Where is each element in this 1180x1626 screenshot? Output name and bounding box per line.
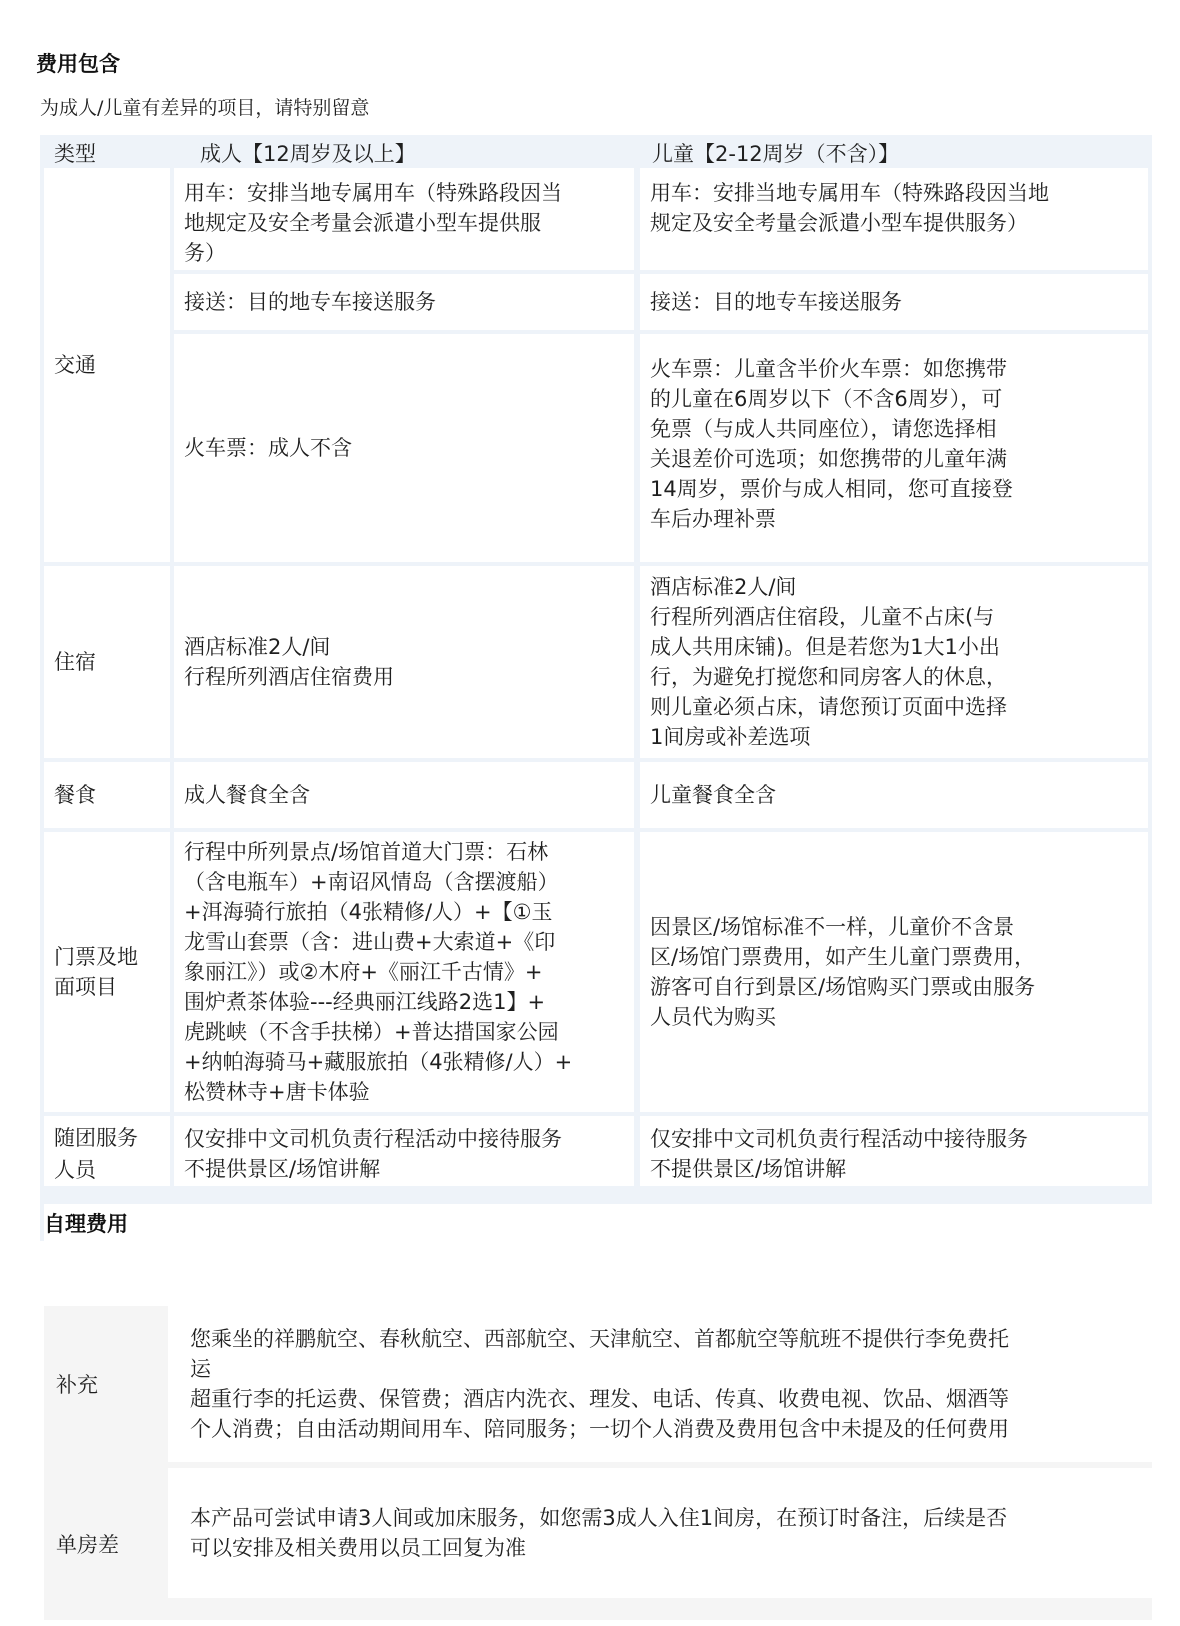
extra-label-single-room: 单房差 bbox=[44, 1468, 166, 1620]
row-staff-adult: 仅安排中文司机负责行程活动中接待服务 不提供景区/场馆讲解 bbox=[174, 1116, 634, 1186]
header-child: 儿童【2-12周岁（不含）】 bbox=[652, 142, 900, 166]
row-car-child: 用车：安排当地专属用车（特殊路段因当地 规定及安全考量会派遣小型车提供服务） bbox=[640, 168, 1148, 270]
row-lodging-adult: 酒店标准2人/间 行程所列酒店住宿费用 bbox=[174, 566, 634, 758]
category-transport: 交通 bbox=[44, 168, 170, 562]
row-tickets-child: 因景区/场馆标准不一样，儿童价不含景 区/场馆门票费用，如产生儿童门票费用， 游客可自行到景区/场馆购买门票或由服务 人员代为购买 bbox=[640, 832, 1148, 1112]
category-meals: 餐食 bbox=[44, 762, 170, 828]
extra-label-supplement: 补充 bbox=[44, 1306, 166, 1462]
category-tickets: 门票及地 面项目 bbox=[44, 832, 170, 1112]
category-staff: 随团服务 人员 bbox=[44, 1116, 170, 1186]
extra-value-supplement: 您乘坐的祥鹏航空、春秋航空、西部航空、天津航空、首都航空等航班不提供行李免费托 运 超重行李的托运费、保管费；酒店内洗衣、理发、电话、传真、收费电视、饮品、烟酒等 个人消费；自由活动期间用车、陪同服务；一切个人消费及费用包含中未提及的任何费用 bbox=[168, 1306, 1152, 1462]
row-meals-adult: 成人餐食全含 bbox=[174, 762, 634, 828]
row-meals-child: 儿童餐食全含 bbox=[640, 762, 1148, 828]
row-lodging-child: 酒店标准2人/间 行程所列酒店住宿段，儿童不占床(与 成人共用床铺)。但是若您为1大1小出 行，为避免打搅您和同房客人的休息， 则儿童必须占床，请您预订页面中选择 1间房或补差选项 bbox=[640, 566, 1148, 758]
row-train-child: 火车票：儿童含半价火车票：如您携带 的儿童在6周岁以下（不含6周岁），可 免票（与成人共同座位），请您选择相 关退差价可选项；如您携带的儿童年满 14周岁，票价与成人相同，您可直接登 车后办理补票 bbox=[640, 334, 1148, 562]
section-subtitle: 为成人/儿童有差异的项目，请特别留意 bbox=[40, 97, 370, 119]
row-car-adult: 用车：安排当地专属用车（特殊路段因当 地规定及安全考量会派遣小型车提供服 务） bbox=[174, 168, 634, 270]
header-adult: 成人【12周岁及以上】 bbox=[200, 142, 416, 166]
row-transfer-adult: 接送：目的地专车接送服务 bbox=[174, 274, 634, 330]
row-tickets-adult: 行程中所列景点/场馆首道大门票：石林 （含电瓶车）+南诏风情岛（含摆渡船） +洱海骑行旅拍（4张精修/人）+【①玉 龙雪山套票（含：进山费+大索道+《印 象丽江》）或②木府+《丽江千古情》+ 围炉煮茶体验---经典丽江线路2选1】+ 虎跳峡（不含手扶梯）+普达措国家公园 +纳帕海骑马+藏服旅拍（4张精修/人）+ 松赞林寺+唐卡体验 bbox=[174, 832, 634, 1112]
category-lodging: 住宿 bbox=[44, 566, 170, 758]
section-title-included: 费用包含 bbox=[36, 52, 120, 76]
extra-value-single-room: 本产品可尝试申请3人间或加床服务，如您需3成人入住1间房，在预订时备注，后续是否 可以安排及相关费用以员工回复为准 bbox=[168, 1468, 1152, 1598]
extra-fees-table bbox=[44, 1306, 1152, 1620]
row-train-adult: 火车票：成人不含 bbox=[174, 334, 634, 562]
fee-included-table bbox=[40, 135, 1152, 1241]
row-staff-child: 仅安排中文司机负责行程活动中接待服务 不提供景区/场馆讲解 bbox=[640, 1116, 1148, 1186]
header-type: 类型 bbox=[54, 142, 96, 166]
section-title-extra-fees: 自理费用 bbox=[44, 1204, 1156, 1242]
row-transfer-child: 接送：目的地专车接送服务 bbox=[640, 274, 1148, 330]
